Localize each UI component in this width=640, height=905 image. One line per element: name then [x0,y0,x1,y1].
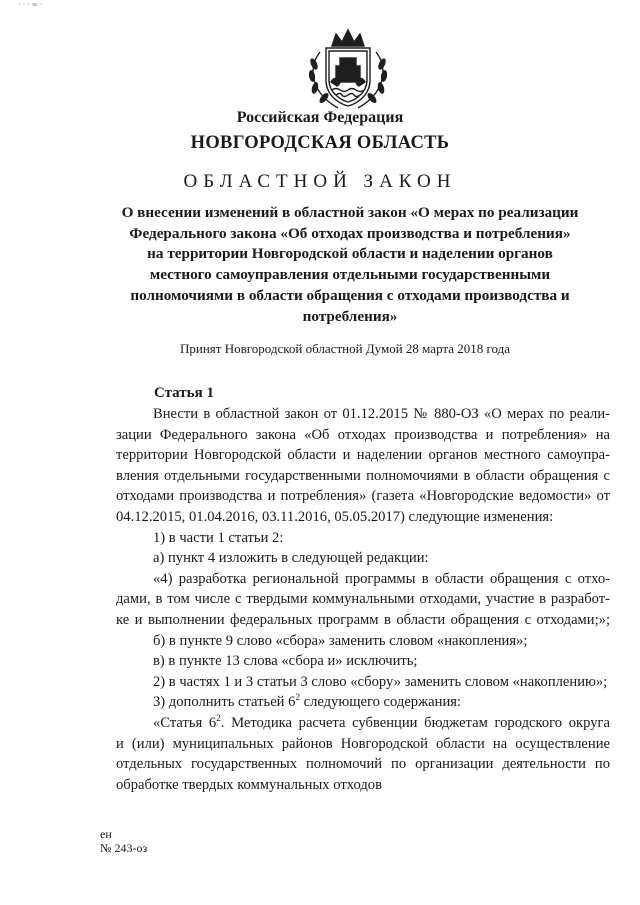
footer-initials: ен [100,827,112,841]
law-title: О внесении изменений в областной закон «О мерах по реализации Федерального закона «Об отходах производства и потребления» на территории Новгородской области и наделении органов местного самоуправления отдельными государственными полномочиями в области обращения с отходами производства и потребления» [121,204,579,325]
adoption-note: Принят Новгородской областной Думой 28 марта 2018 года [180,341,511,356]
text-line: «4) разработка региональной программы в области обращения с отхо- [153,570,610,587]
doc-type-heading: ОБЛАСТНОЙ ЗАКОН [183,171,457,192]
country-heading: Российская Федерация [236,109,404,126]
article-body [116,404,610,795]
text-line: в) в пункте 13 слова «сбора и» исключить; [153,653,418,670]
text-fragment: «Статья 6 [153,714,217,731]
footer-number: № 243-оз [100,841,148,855]
text-line: обработке твердых коммунальных отходов [116,776,382,793]
text-line: б) в пункте 9 слово «сбора» заменить словом «накопления»; [153,632,528,649]
superscript: 2 [295,692,300,703]
text-line: Внести в областной закон от 01.12.2015 № 880-ОЗ «О мерах по реали- [153,406,610,422]
coat-of-arms-icon [298,22,398,114]
text-line: 2) в частях 1 и 3 статьи 3 слово «сбору» заменить словом «накоплению»; [153,673,608,690]
text-line: отдельных государственных полномочий по организации деятельности по [116,756,610,773]
article-heading: Статья 1 [154,385,214,401]
text-line: 04.12.2015, 01.04.2016, 03.11.2016, 05.05.2017) следующие изменения: [116,508,554,525]
text-line: территории Новгородской области и наделении органов местного самоупра- [116,447,610,464]
text-line: 1) в части 1 статьи 2: [153,529,284,546]
superscript: 2 [216,713,221,724]
text-line: отходами производства и потребления» (газета «Новгородские ведомости» от [116,488,610,505]
text-line [116,713,610,734]
region-heading: НОВГОРОДСКАЯ ОБЛАСТЬ [190,133,450,153]
text-line: и (или) муниципальных районов Новгородской области на осуществление [116,735,610,752]
text-line: а) пункт 4 изложить в следующей редакции: [153,550,429,567]
footer-block [100,827,147,855]
text-fragment: 3) дополнить статьей 6 [153,694,296,711]
text-line: ке и выполнении федеральных программ в области обращения с отходами;»; [116,611,610,628]
text-line [116,692,610,713]
text-fragment: следующего содержания: [299,694,462,711]
text-line: вления отдельными государственными полномочиями в области обращения с [116,467,610,484]
text-fragment: . Методика расчета субвенции бюджетам городского округа [220,714,610,731]
text-line: зации Федерального закона «Об отходах производства и потребления» на [116,426,610,443]
scan-mark: · · · ∞ · [18,0,43,9]
text-line: дами, в том числе с твердыми коммунальными отходами, участие в разработ- [116,591,610,608]
